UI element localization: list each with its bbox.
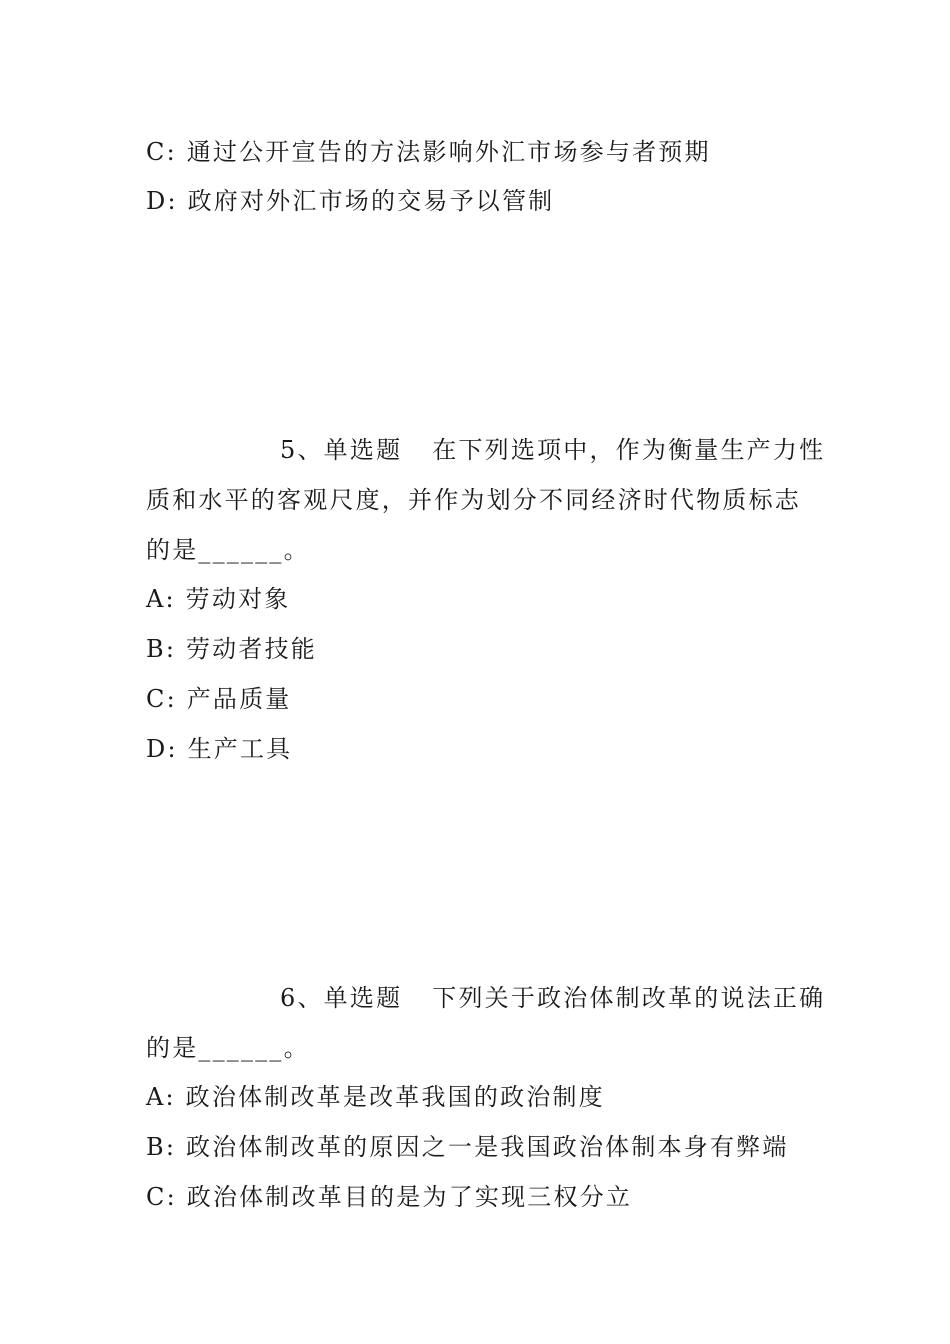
option-d: [146, 734, 292, 764]
question-6-header: [280, 983, 825, 1013]
question-type: 单选题: [323, 984, 403, 1012]
question-type: 单选题: [323, 436, 403, 464]
option-label: C:: [146, 1183, 177, 1211]
option-label: B:: [146, 635, 177, 663]
question-stem: 在下列选项中，作为衡量生产力性: [432, 436, 826, 464]
question-6-stem-line2: 的是______。: [146, 1034, 310, 1062]
question-stem: 下列关于政治体制改革的说法正确: [432, 984, 826, 1012]
option-text: 通过公开宣告的方法影响外汇市场参与者预期: [186, 138, 711, 166]
option-c: [146, 684, 292, 714]
option-text: 劳动者技能: [185, 635, 317, 663]
question-number: 5、: [280, 436, 324, 464]
option-text: 产品质量: [186, 685, 292, 713]
option-text: 劳动对象: [185, 585, 291, 613]
option-label: C:: [146, 138, 177, 166]
option-c: [146, 137, 711, 167]
option-label: A:: [146, 585, 176, 613]
option-label: B:: [146, 1133, 177, 1161]
option-label: D:: [146, 187, 178, 215]
question-number: 6、: [280, 984, 324, 1012]
option-a: [146, 584, 290, 614]
question-5-stem-line3: 的是______。: [146, 536, 310, 564]
option-label: D:: [146, 735, 178, 763]
option-text: 政治体制改革是改革我国的政治制度: [185, 1083, 605, 1111]
option-d: [146, 186, 554, 216]
option-text: 政府对外汇市场的交易予以管制: [187, 187, 555, 215]
option-text: 政治体制改革目的是为了实现三权分立: [186, 1183, 633, 1211]
question-5-header: [280, 435, 825, 465]
option-b: [146, 1132, 789, 1162]
option-label: C:: [146, 685, 177, 713]
option-text: 政治体制改革的原因之一是我国政治体制本身有弊端: [185, 1133, 789, 1161]
option-label: A:: [146, 1083, 176, 1111]
option-a: [146, 1082, 605, 1112]
option-b: [146, 634, 317, 664]
option-text: 生产工具: [187, 735, 293, 763]
option-c: [146, 1182, 632, 1212]
question-5-stem-line2: 质和水平的客观尺度，并作为划分不同经济时代物质标志: [146, 486, 801, 514]
